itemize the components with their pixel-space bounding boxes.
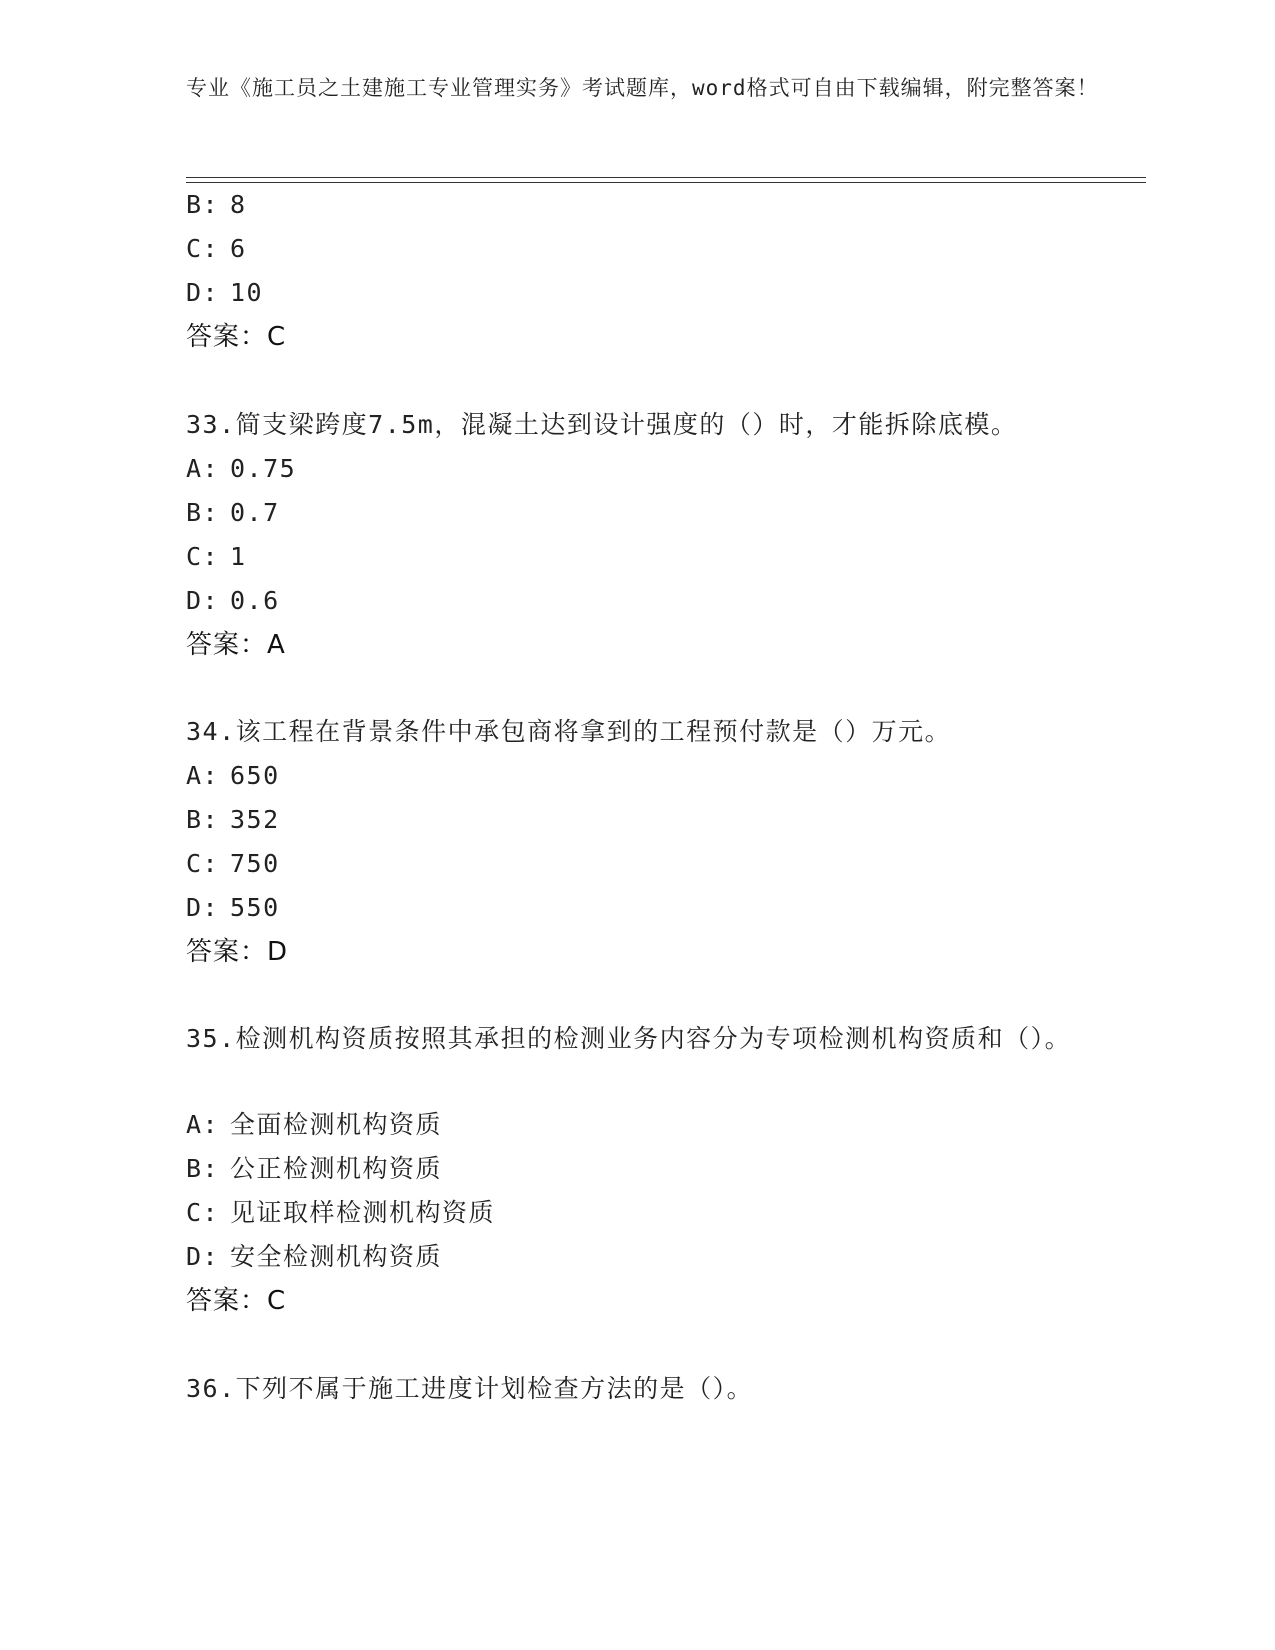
option-text: 6 <box>230 234 247 263</box>
question-33-option-d <box>186 586 280 616</box>
option-label: C: <box>186 1198 220 1227</box>
option-label: A: <box>186 454 220 483</box>
option-text: 10 <box>230 278 264 307</box>
question-34-option-c <box>186 849 280 879</box>
option-c <box>186 234 247 264</box>
option-b <box>186 190 247 220</box>
question-34-answer: 答案：D <box>186 937 289 967</box>
question-34-option-b <box>186 805 280 835</box>
question-36-text: 36.下列不属于施工进度计划检查方法的是（）。 <box>186 1374 754 1403</box>
option-text: 550 <box>230 893 280 922</box>
question-35-option-a <box>186 1110 442 1140</box>
option-text: 352 <box>230 805 280 834</box>
question-34-text: 34.该工程在背景条件中承包商将拿到的工程预付款是（）万元。 <box>186 717 952 746</box>
option-label: B: <box>186 1154 220 1183</box>
option-text: 公正检测机构资质 <box>230 1154 443 1183</box>
option-text: 650 <box>230 761 280 790</box>
question-34-option-a <box>186 761 280 791</box>
option-label: D: <box>186 893 220 922</box>
option-label: B: <box>186 498 220 527</box>
option-label: B: <box>186 190 220 219</box>
option-text: 0.75 <box>230 454 297 483</box>
header-divider-bottom <box>186 182 1146 183</box>
option-label: A: <box>186 761 220 790</box>
option-label: A: <box>186 1110 220 1139</box>
question-33-text: 33.简支梁跨度7.5m，混凝土达到设计强度的（）时，才能拆除底模。 <box>186 410 1018 439</box>
option-text: 0.7 <box>230 498 280 527</box>
option-d <box>186 278 263 308</box>
question-35-text: 35.检测机构资质按照其承担的检测业务内容分为专项检测机构资质和（）。 <box>186 1024 1072 1053</box>
question-33-option-c <box>186 542 247 572</box>
option-text: 750 <box>230 849 280 878</box>
question-33-option-a <box>186 454 296 484</box>
option-text: 8 <box>230 190 247 219</box>
option-text: 安全检测机构资质 <box>230 1242 443 1271</box>
question-34-option-d <box>186 893 280 923</box>
question-33-answer: 答案：A <box>186 630 286 660</box>
option-label: D: <box>186 278 220 307</box>
header-divider-top <box>186 177 1146 178</box>
option-label: C: <box>186 542 220 571</box>
option-label: B: <box>186 805 220 834</box>
option-text: 全面检测机构资质 <box>230 1110 443 1139</box>
option-text: 见证取样检测机构资质 <box>230 1198 496 1227</box>
option-label: C: <box>186 849 220 878</box>
question-35-option-b <box>186 1154 442 1184</box>
document-header: 专业《施工员之土建施工专业管理实务》考试题库，word格式可自由下载编辑，附完整答案！ <box>186 76 1099 100</box>
answer-line: 答案：C <box>186 322 287 352</box>
option-label: D: <box>186 1242 220 1271</box>
option-label: D: <box>186 586 220 615</box>
option-text: 0.6 <box>230 586 280 615</box>
option-text: 1 <box>230 542 247 571</box>
option-label: C: <box>186 234 220 263</box>
question-35-answer: 答案：C <box>186 1286 287 1316</box>
question-33-option-b <box>186 498 280 528</box>
question-35-option-c <box>186 1198 495 1228</box>
question-35-option-d <box>186 1242 442 1272</box>
